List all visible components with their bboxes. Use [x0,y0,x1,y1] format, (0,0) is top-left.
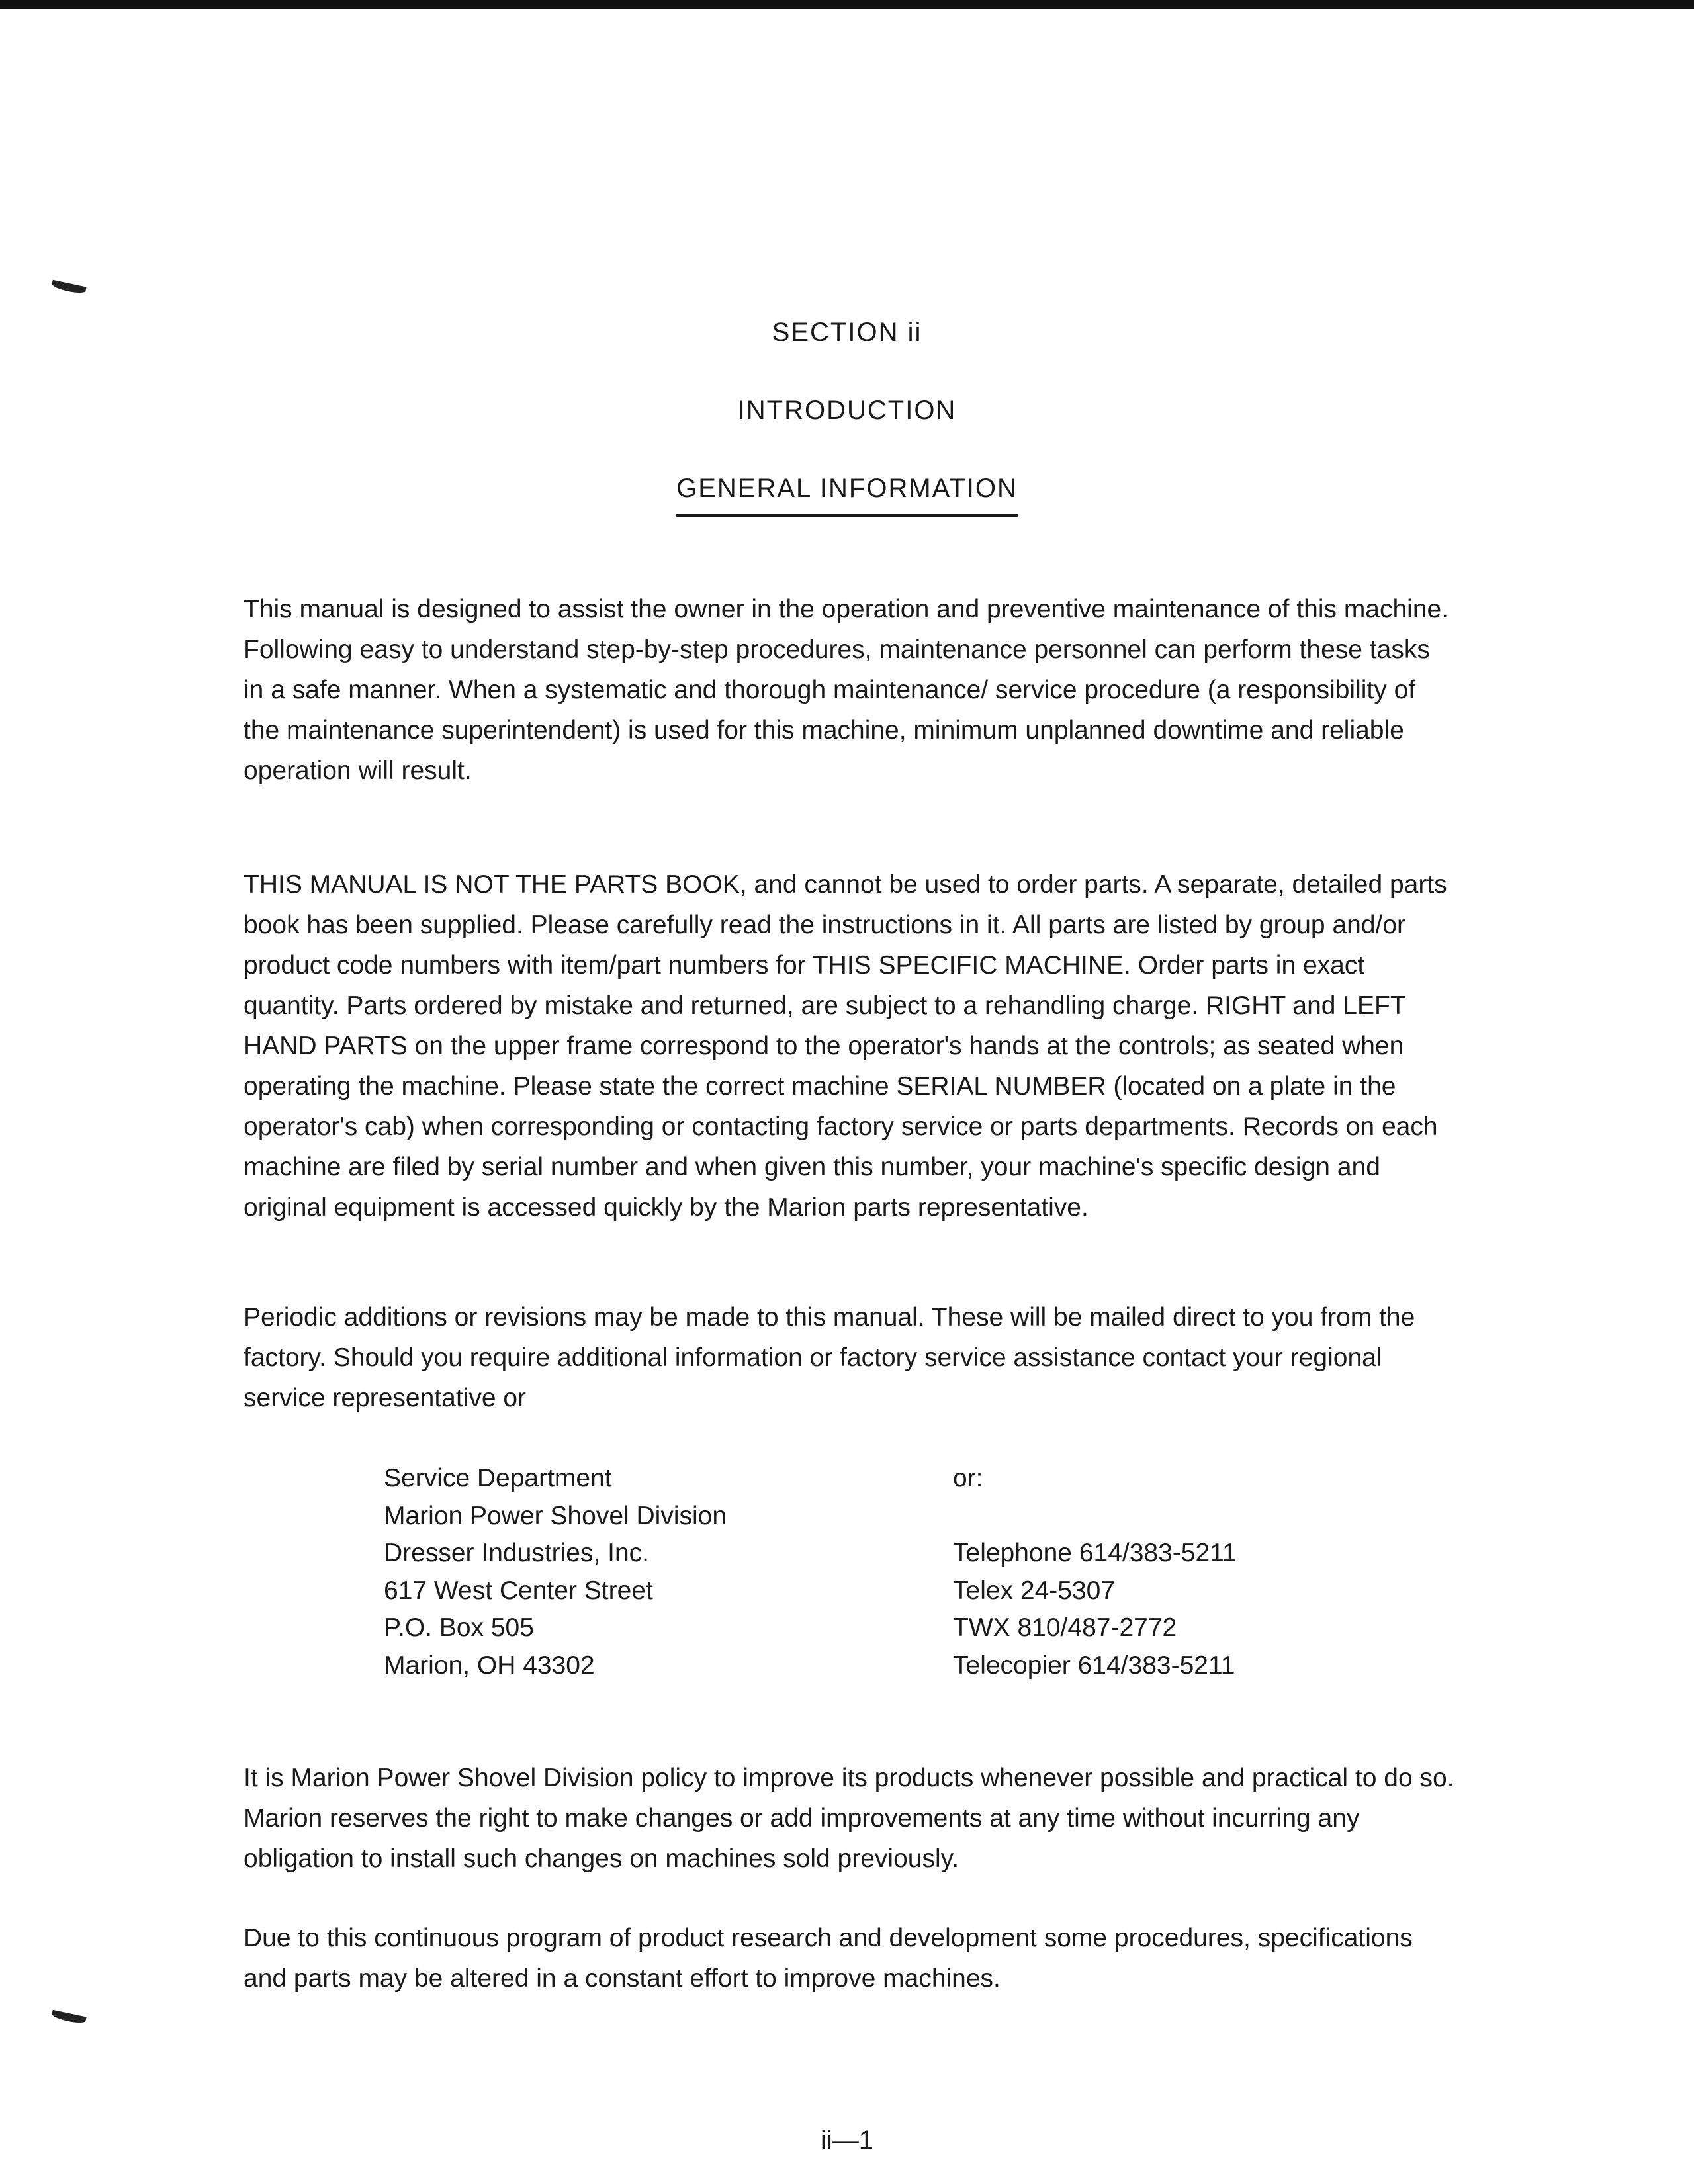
page-title: INTRODUCTION [737,396,957,425]
spacer [953,1498,1237,1535]
or-label: or: [953,1464,983,1492]
revisions-paragraph: Periodic additions or revisions may be made to this manual. These will be mailed direct to you from the factory. Should you require additional information or factory service assistance contact your regional service representative or [244,1303,1415,1412]
mailing-address [384,1460,727,1684]
address-line: Marion, OH 43302 [384,1651,595,1680]
intro-paragraph: This manual is designed to assist the owner in the operation and preventive maintenance of this machine. Following easy to understand step-by-step procedures, maintenance personnel can perform these tasks in a safe manner. When a systematic and thorough maintenance/ service procedure (a responsibility of the maintenance superintendent) is used for this machine, minimum unplanned downtime and reliable operation will result. [244,595,1449,785]
address-line: Dresser Industries, Inc. [384,1539,649,1567]
contact-numbers [953,1460,1237,1684]
contact-line: Telephone 614/383-5211 [953,1539,1237,1567]
page-number: ii—1 [820,2126,874,2155]
contact-line: TWX 810/487-2772 [953,1614,1177,1642]
subtitle-text: GENERAL INFORMATION [676,474,1018,517]
binder-hole-mark [51,2010,86,2025]
contact-line: Telex 24-5307 [953,1576,1116,1605]
parts-book-paragraph: THIS MANUAL IS NOT THE PARTS BOOK, and cannot be used to order parts. A separate, detailed parts book has been supplied. Please carefully read the instructions in it. All parts are listed by group and/or product code numbers with item/part numbers for THIS SPECIFIC MACHINE. Order parts in exact quantity. Parts ordered by mistake and returned, are subject to a rehandling charge. RIGHT and LEFT HAND PARTS on the upper frame correspond to the operator's hands at the controls; as seated when operating the machine. Please state the correct machine SERIAL NUMBER (located on a plate in the operator's cab) when corresponding or contacting factory service or parts departments. Records on each machine are filed by serial number and when given this number, your machine's specific design and original equipment is accessed quickly by the Marion parts representative. [244,870,1447,1222]
contact-line: Telecopier 614/383-5211 [953,1651,1235,1680]
section-heading: SECTION ii [772,318,922,347]
address-line: 617 West Center Street [384,1576,653,1605]
address-line: P.O. Box 505 [384,1614,534,1642]
address-line: Service Department [384,1464,612,1492]
binder-hole-mark [51,280,86,295]
address-line: Marion Power Shovel Division [384,1501,727,1530]
page-subtitle [0,474,1694,517]
policy-paragraph: It is Marion Power Shovel Division policy to improve its products whenever possible and practical to do so. Marion reserves the right to make changes or add improvements at any time without incurring any obligation to install such changes on machines sold previously. [244,1764,1454,1873]
top-edge-rule [0,0,1694,9]
research-paragraph: Due to this continuous program of product research and development some procedures, specifications and parts may be altered in a constant effort to improve machines. [244,1924,1413,1993]
